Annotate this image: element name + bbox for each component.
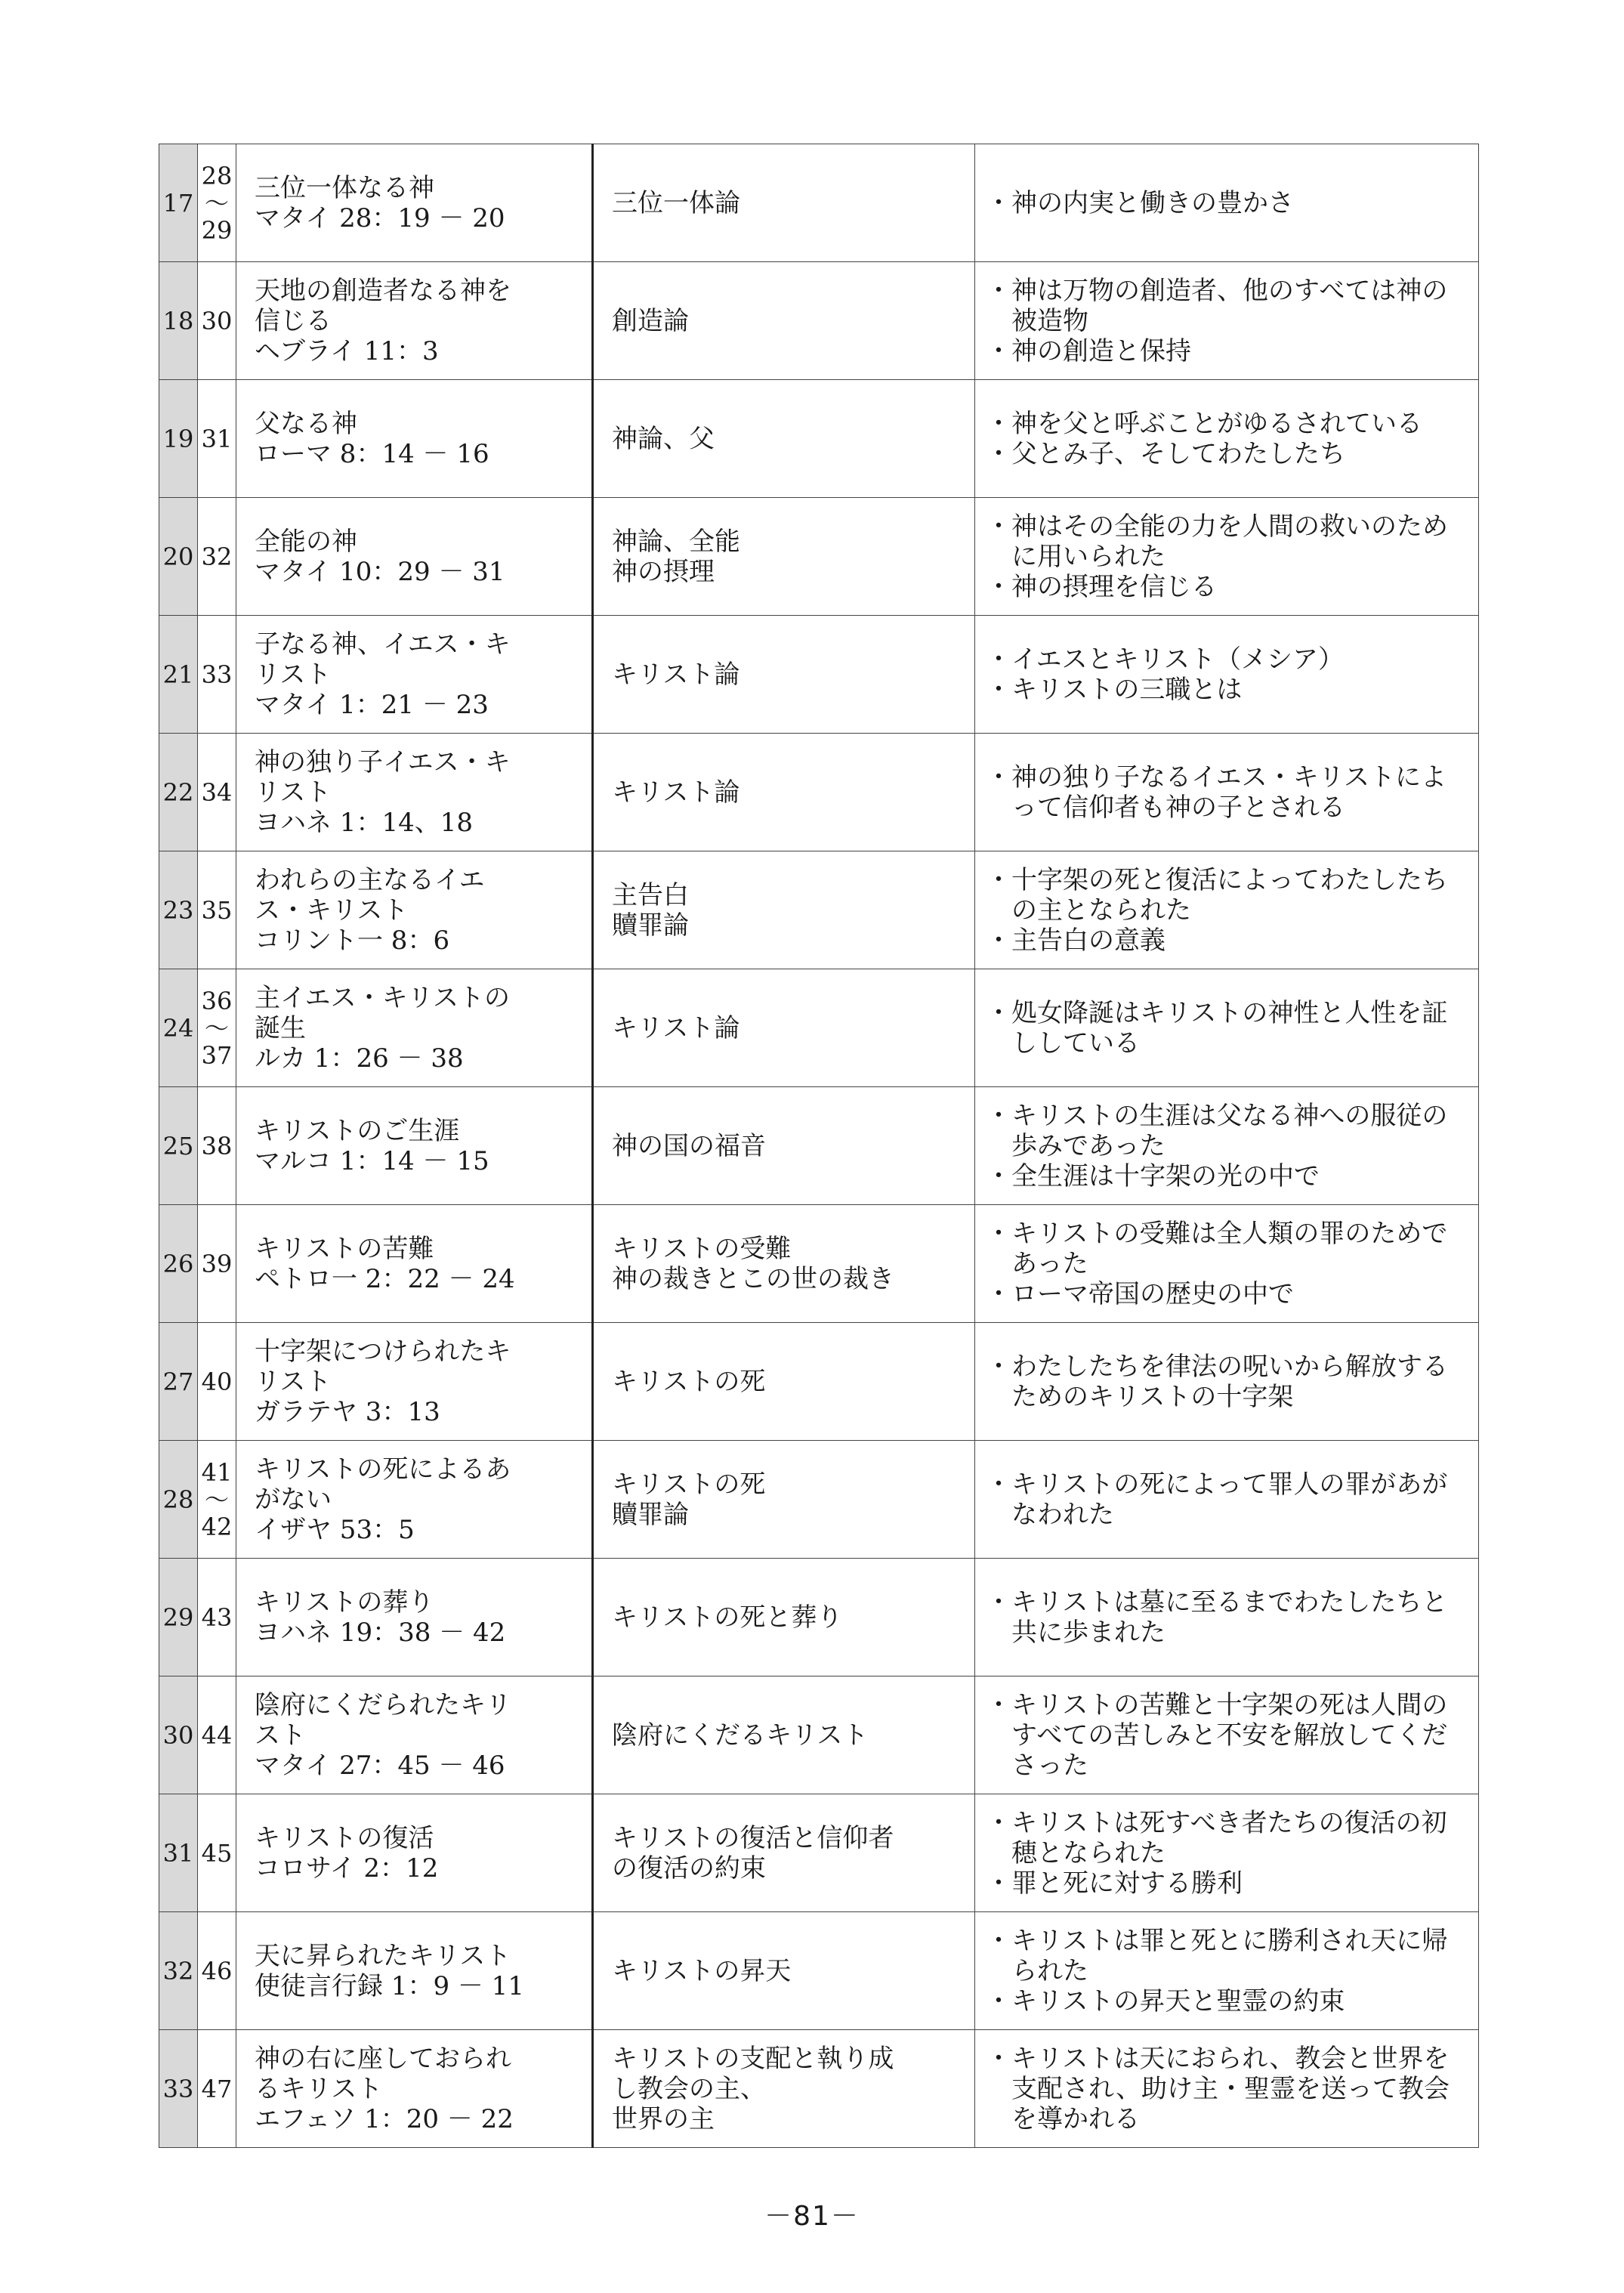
theme-cell [593,1087,975,1205]
page-number: －81－ [764,2201,860,2232]
session-cell [198,616,236,734]
theme-line: 神の国の福音 [612,1130,766,1161]
row-number-cell [159,851,198,969]
lesson-title-line: ヨハネ 1：14、18 [255,807,473,838]
theme-cell [593,1794,975,1912]
bullet-dot: ・ [986,1587,1011,1618]
table-row [159,1441,1479,1559]
session-number: 39 [201,1249,233,1278]
session-cell [198,380,236,498]
row-number: 25 [162,1131,194,1160]
points-cell [975,969,1479,1087]
theme-cell [593,1205,975,1323]
lesson-title-line: キリストの復活 [255,1822,434,1853]
theme-line: キリストの復活と信仰者 [612,1822,894,1853]
point-item [986,644,1471,675]
session-number: 43 [201,1602,233,1632]
row-number: 18 [162,306,194,335]
session-cell [198,1087,236,1205]
point-text: 主告白の意義 [1011,925,1166,956]
session-number: 34 [201,777,233,807]
table-row [159,851,1479,969]
point-item [986,926,1471,956]
row-number-cell [159,1441,198,1559]
lesson-title-cell [236,2030,593,2148]
lesson-title-cell [236,380,593,498]
bullet-dot: ・ [986,1278,1011,1309]
lesson-title-line: 全能の神 [255,526,357,557]
session-cell [198,144,236,262]
table-row [159,734,1479,851]
lesson-title-cell [236,734,593,851]
bullet-dot: ・ [986,511,1011,542]
point-text: わたしたちを律法の呪いから解放するためのキリストの十字架 [1011,1351,1448,1412]
row-number: 32 [162,1956,194,1986]
lesson-title-line: 主イエス・キリストの [255,982,510,1013]
lesson-title-line: ローマ 8：14 － 16 [255,438,489,469]
point-text: 神の創造と保持 [1011,335,1191,366]
point-text: 全生涯は十字架の光の中で [1011,1160,1320,1191]
lesson-title-line: ヨハネ 19：38 － 42 [255,1617,506,1648]
point-item [986,2044,1471,2134]
point-item [986,276,1471,336]
lesson-title-line: キリストの葬り [255,1587,434,1618]
point-item [986,762,1471,823]
point-item [986,865,1471,926]
row-number: 30 [162,1720,194,1750]
point-item [986,511,1471,572]
session-cell [198,1441,236,1559]
points-cell [975,498,1479,616]
session-number: 〜 [204,1485,229,1514]
session-number: 37 [201,1040,233,1070]
point-text: 罪と死に対する勝利 [1011,1868,1243,1899]
lesson-title-line: マタイ 28：19 － 20 [255,202,505,233]
row-number-cell [159,1912,198,2030]
points-cell [975,616,1479,734]
session-number: 〜 [204,1013,229,1043]
points-cell [975,734,1479,851]
theme-line: し教会の主、 [612,2073,766,2104]
theme-cell [593,1912,975,2030]
lesson-title-line: キリストの苦難 [255,1233,434,1264]
session-number: 〜 [204,188,229,218]
lesson-title-line: がない [255,1484,332,1515]
session-cell [198,851,236,969]
point-text: 神はその全能の力を人間の救いのために用いられた [1011,511,1448,572]
session-number: 29 [201,215,233,245]
bullet-dot: ・ [986,408,1011,439]
lesson-title-line: 天地の創造者なる神を [255,275,511,306]
lesson-title-line: イザヤ 53：5 [255,1514,415,1545]
lesson-title-cell [236,1087,593,1205]
theme-line: 神の摂理 [612,556,715,587]
session-number: 38 [201,1131,233,1160]
points-cell [975,144,1479,262]
row-number-cell [159,1323,198,1441]
points-cell [975,1441,1479,1559]
session-cell [198,1912,236,2030]
lesson-title-line: コロサイ 2：12 [255,1853,439,1884]
bullet-dot: ・ [986,644,1011,675]
row-number-cell [159,498,198,616]
lesson-title-line: リスト [255,659,332,690]
points-cell [975,1559,1479,1676]
session-number: 30 [201,306,233,335]
theme-cell [593,734,975,851]
bullet-dot: ・ [986,1986,1011,2016]
point-item [986,675,1471,705]
session-number: 28 [201,161,233,190]
session-number: 44 [201,1720,233,1750]
theme-line: キリストの昇天 [612,1955,792,1986]
lesson-title-cell [236,1559,593,1676]
bullet-dot: ・ [986,1351,1011,1382]
point-text: 神は万物の創造者、他のすべては神の被造物 [1011,275,1448,336]
point-text: 神の内実と働きの豊かさ [1011,187,1294,218]
bullet-dot: ・ [986,1218,1011,1249]
lesson-title-line: マルコ 1：14 － 15 [255,1145,489,1176]
row-number: 21 [162,660,194,689]
lesson-title-line: われらの主なるイエ [255,864,485,895]
points-cell [975,262,1479,380]
session-number: 41 [201,1457,233,1487]
points-cell [975,1087,1479,1205]
point-text: キリストの死によって罪人の罪があがなわれた [1011,1469,1448,1530]
theme-cell [593,969,975,1087]
session-number: 36 [201,986,233,1015]
lesson-title-line: 父なる神 [255,408,357,439]
session-number: 40 [201,1367,233,1396]
theme-cell [593,2030,975,2148]
point-text: キリストは罪と死とに勝利され天に帰られた [1011,1925,1448,1986]
point-item [986,336,1471,366]
lesson-title-line: るキリスト [255,2073,383,2104]
bullet-dot: ・ [986,275,1011,306]
theme-line: キリスト論 [612,659,740,690]
point-item [986,1101,1471,1161]
point-text: 神の独り子なるイエス・キリストによって信仰者も神の子とされる [1011,762,1446,823]
row-number: 24 [162,1013,194,1043]
row-number-cell [159,734,198,851]
session-cell [198,1323,236,1441]
session-cell [198,2030,236,2148]
row-number: 33 [162,2074,194,2103]
lesson-title-cell [236,1794,593,1912]
lesson-title-line: マタイ 1：21 － 23 [255,689,489,720]
point-text: 神の摂理を信じる [1011,571,1217,602]
table-row [159,1912,1479,2030]
theme-cell [593,262,975,380]
theme-line: 神の裁きとこの世の裁き [612,1263,894,1294]
bullet-dot: ・ [986,762,1011,793]
point-item [986,409,1471,439]
row-number-cell [159,262,198,380]
row-number-cell [159,969,198,1087]
bullet-dot: ・ [986,925,1011,956]
theme-cell [593,498,975,616]
theme-line: キリストの受難 [612,1233,792,1264]
bullet-dot: ・ [986,1925,1011,1956]
theme-line: 主告白 [612,879,689,910]
row-number-cell [159,1794,198,1912]
lesson-title-cell [236,616,593,734]
lesson-title-line: 十字架につけられたキ [255,1336,511,1367]
row-number-cell [159,1559,198,1676]
point-text: キリストの生涯は父なる神への服従の歩みであった [1011,1100,1448,1161]
bullet-dot: ・ [986,674,1011,705]
row-number-cell [159,1087,198,1205]
bullet-dot: ・ [986,571,1011,602]
lesson-title-line: 使徒言行録 1：9 － 11 [255,1970,524,2001]
session-number: 46 [201,1956,233,1986]
point-item [986,998,1471,1058]
bullet-dot: ・ [986,1160,1011,1191]
lesson-title-line: 子なる神、イエス・キ [255,629,511,660]
session-cell [198,262,236,380]
point-text: 神を父と呼ぶことがゆるされている [1011,408,1422,439]
bullet-dot: ・ [986,2043,1011,2074]
theme-line: キリストの死と葬り [612,1602,843,1633]
lesson-title-cell [236,498,593,616]
bullet-dot: ・ [986,1807,1011,1838]
theme-line: 世界の主 [612,2103,715,2134]
points-cell [975,2030,1479,2148]
lesson-title-line: 天に昇られたキリスト [255,1940,511,1971]
theme-cell [593,851,975,969]
lesson-title-cell [236,144,593,262]
lesson-title-line: マタイ 27：45 － 46 [255,1750,505,1781]
point-item [986,188,1471,218]
lesson-title-line: ス・キリスト [255,895,409,926]
point-text: イエスとキリスト（メシア） [1011,644,1344,675]
bullet-dot: ・ [986,1469,1011,1500]
bullet-dot: ・ [986,1100,1011,1131]
row-number: 31 [162,1838,194,1868]
lesson-title-cell [236,1676,593,1794]
table-row [159,262,1479,380]
theme-line: 贖罪論 [612,910,689,941]
theme-cell [593,144,975,262]
row-number: 20 [162,542,194,571]
lesson-title-line: スト [255,1720,306,1751]
lesson-title-line: ペトロ一 2：22 － 24 [255,1263,515,1294]
point-text: キリストは墓に至るまでわたしたちと共に歩まれた [1011,1587,1448,1648]
row-number-cell [159,2030,198,2148]
table-row [159,1323,1479,1441]
point-item [986,1868,1471,1899]
session-cell [198,1794,236,1912]
session-cell [198,734,236,851]
point-item [986,1219,1471,1279]
points-cell [975,1676,1479,1794]
session-number: 33 [201,660,233,689]
lesson-title-line: 信じる [255,305,332,336]
point-item [986,1352,1471,1412]
theme-line: 贖罪論 [612,1499,689,1530]
lesson-title-line: 神の右に座しておられ [255,2043,511,2074]
lesson-title-line: マタイ 10：29 － 31 [255,556,505,587]
bullet-dot: ・ [986,997,1011,1028]
theme-line: 三位一体論 [612,187,740,218]
session-cell [198,498,236,616]
theme-line: キリストの支配と執り成 [612,2043,894,2074]
points-cell [975,1323,1479,1441]
point-text: ローマ帝国の歴史の中で [1011,1278,1294,1309]
lesson-title-line: 神の独り子イエス・キ [255,746,511,777]
lesson-title-cell [236,262,593,380]
table-row [159,616,1479,734]
theme-line: キリストの死 [612,1366,766,1397]
theme-line: 創造論 [612,305,689,336]
row-number-cell [159,616,198,734]
table-row [159,1087,1479,1205]
theme-cell [593,1441,975,1559]
point-text: 父とみ子、そしてわたしたち [1011,438,1345,469]
table-row [159,498,1479,616]
point-text: キリストの三職とは [1011,674,1243,705]
theme-line: キリストの死 [612,1469,766,1500]
lesson-title-line: キリストの死によるあ [255,1454,511,1485]
session-number: 47 [201,2074,233,2103]
lesson-title-cell [236,969,593,1087]
table-row [159,2030,1479,2148]
row-number: 29 [162,1602,194,1632]
row-number: 26 [162,1249,194,1278]
theme-line: キリスト論 [612,1012,740,1043]
lesson-title-line: 誕生 [255,1012,306,1043]
session-number: 32 [201,542,233,571]
lesson-title-line: リスト [255,1366,332,1397]
theme-cell [593,616,975,734]
point-item [986,1469,1471,1530]
theme-line: の復活の約束 [612,1853,766,1884]
lesson-title-line: エフェソ 1：20 － 22 [255,2103,514,2134]
session-number: 35 [201,895,233,925]
row-number: 19 [162,424,194,453]
bullet-dot: ・ [986,335,1011,366]
theme-cell [593,1676,975,1794]
points-cell [975,1912,1479,2030]
theme-line: 陰府にくだるキリスト [612,1720,869,1751]
session-number: 31 [201,424,233,453]
theme-line: 神論、父 [612,423,715,454]
session-cell [198,1205,236,1323]
table-body [159,144,1479,2148]
table-row [159,1205,1479,1323]
point-item [986,439,1471,469]
points-cell [975,1794,1479,1912]
row-number: 27 [162,1367,194,1396]
table-row [159,1559,1479,1676]
bullet-dot: ・ [986,438,1011,469]
point-item [986,1161,1471,1191]
point-text: キリストは死すべき者たちの復活の初穂となられた [1011,1807,1447,1868]
point-item [986,1926,1471,1986]
row-number-cell [159,1205,198,1323]
point-text: キリストは天におられ、教会と世界を支配され、助け主・聖霊を送って教会を導かれる [1011,2043,1450,2134]
lesson-title-line: 三位一体なる神 [255,172,434,203]
point-item [986,1690,1471,1781]
lesson-title-line: リスト [255,777,332,808]
table-row [159,144,1479,262]
lesson-title-line: キリストのご生涯 [255,1115,460,1146]
lesson-title-line: ルカ 1：26 － 38 [255,1043,464,1074]
session-number: 45 [201,1838,233,1868]
bullet-dot: ・ [986,1689,1011,1720]
point-text: キリストの受難は全人類の罪のためであった [1011,1218,1448,1279]
lesson-title-line: ヘブライ 11：3 [255,335,439,366]
table-row [159,380,1479,498]
row-number-cell [159,380,198,498]
curriculum-table [159,144,1479,2148]
point-item [986,572,1471,602]
point-text: 十字架の死と復活によってわたしたちの主となられた [1011,864,1448,926]
bullet-dot: ・ [986,187,1011,218]
point-item [986,1808,1471,1868]
lesson-title-cell [236,1912,593,2030]
row-number: 23 [162,895,194,925]
lesson-title-line: 陰府にくだられたキリ [255,1689,511,1720]
lesson-title-line: ガラテヤ 3：13 [255,1396,440,1427]
point-text: キリストの昇天と聖霊の約束 [1011,1986,1345,2016]
theme-cell [593,1559,975,1676]
point-text: キリストの苦難と十字架の死は人間のすべての苦しみと不安を解放してくださった [1011,1689,1448,1781]
point-item [986,1986,1471,2016]
point-item [986,1279,1471,1309]
session-cell [198,1559,236,1676]
theme-line: 神論、全能 [612,526,740,557]
session-cell [198,1676,236,1794]
lesson-title-cell [236,1441,593,1559]
row-number: 22 [162,777,194,807]
row-number: 28 [162,1485,194,1514]
row-number: 17 [162,188,194,218]
points-cell [975,380,1479,498]
session-cell [198,969,236,1087]
point-item [986,1587,1471,1648]
row-number-cell [159,1676,198,1794]
theme-cell [593,1323,975,1441]
table-row [159,1794,1479,1912]
lesson-title-cell [236,1205,593,1323]
table-row [159,1676,1479,1794]
row-number-cell [159,144,198,262]
points-cell [975,851,1479,969]
theme-line: キリスト論 [612,777,740,808]
points-cell [975,1205,1479,1323]
table-row [159,969,1479,1087]
lesson-title-cell [236,851,593,969]
theme-cell [593,380,975,498]
point-text: 処女降誕はキリストの神性と人性を証ししている [1011,997,1448,1058]
lesson-title-line: コリント一 8：6 [255,925,450,956]
bullet-dot: ・ [986,864,1011,895]
session-number: 42 [201,1512,233,1541]
bullet-dot: ・ [986,1868,1011,1899]
lesson-title-cell [236,1323,593,1441]
